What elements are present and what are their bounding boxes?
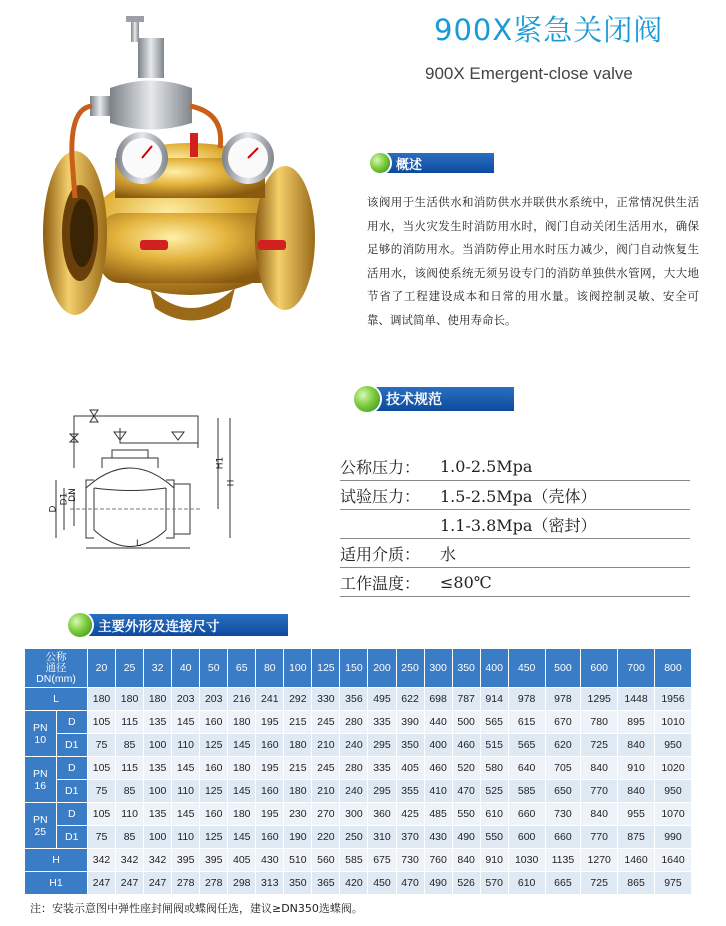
table-cell: 100 bbox=[144, 734, 172, 757]
table-cell: 698 bbox=[424, 688, 452, 711]
table-cell: 440 bbox=[424, 711, 452, 734]
header-dn: 40 bbox=[172, 649, 200, 688]
table-cell: 295 bbox=[368, 780, 396, 803]
table-cell: 180 bbox=[284, 780, 312, 803]
green-ball-icon bbox=[68, 613, 92, 637]
pressure-group-label: PN 25 bbox=[25, 803, 57, 849]
table-cell: 730 bbox=[545, 803, 581, 826]
table-cell: 247 bbox=[88, 872, 116, 895]
table-cell: 300 bbox=[340, 803, 368, 826]
table-cell: 580 bbox=[480, 757, 508, 780]
table-cell: 278 bbox=[172, 872, 200, 895]
table-cell: 180 bbox=[284, 734, 312, 757]
table-cell: 105 bbox=[88, 711, 116, 734]
header-dn: 500 bbox=[545, 649, 581, 688]
dim-label-d1: D1 bbox=[59, 492, 70, 506]
table-cell: 370 bbox=[396, 826, 424, 849]
table-row bbox=[25, 757, 692, 780]
table-cell: 247 bbox=[144, 872, 172, 895]
table-cell: 1020 bbox=[654, 757, 691, 780]
spec-row: 适用介质： 水 bbox=[340, 539, 690, 568]
table-row bbox=[25, 688, 692, 711]
table-cell: 560 bbox=[312, 849, 340, 872]
header-dn-label: 公称 通径 DN(mm) bbox=[25, 649, 88, 688]
table-cell: 585 bbox=[340, 849, 368, 872]
footnote: 注：安装示意图中弹性座封闸阀或蝶阀任选，建议≥DN350选蝶阀。 bbox=[30, 902, 363, 915]
table-cell: 360 bbox=[368, 803, 396, 826]
table-cell: 195 bbox=[256, 803, 284, 826]
table-cell: 730 bbox=[396, 849, 424, 872]
table-cell: 950 bbox=[654, 780, 691, 803]
row-sub-label: D1 bbox=[56, 826, 88, 849]
table-cell: 550 bbox=[452, 803, 480, 826]
table-cell: 705 bbox=[545, 757, 581, 780]
header-dn: 50 bbox=[200, 649, 228, 688]
dim-label-d: D bbox=[48, 505, 59, 513]
table-cell: 410 bbox=[424, 780, 452, 803]
table-cell: 280 bbox=[340, 757, 368, 780]
table-cell: 395 bbox=[172, 849, 200, 872]
table-header-row bbox=[25, 649, 692, 688]
table-cell: 525 bbox=[480, 780, 508, 803]
table-cell: 335 bbox=[368, 711, 396, 734]
spec-row: 工作温度： ≤80℃ bbox=[340, 568, 690, 597]
table-cell: 85 bbox=[116, 734, 144, 757]
header-dn: 20 bbox=[88, 649, 116, 688]
header-dn: 600 bbox=[581, 649, 618, 688]
table-cell: 160 bbox=[256, 826, 284, 849]
table-cell: 770 bbox=[581, 826, 618, 849]
table-cell: 395 bbox=[200, 849, 228, 872]
table-cell: 660 bbox=[545, 826, 581, 849]
overview-text: 该阀用于生活供水和消防供水并联供水系统中，正常情况供生活用水，当火灾发生时消防用水时，阀门自动关闭生活用水，确保足够的消防用水。当消防停止用水时压力减少，阀门自动恢复生活用水，该阀使系统无须另设专门的消防单独供水管网，大大地节省了工程建设成本和日常的用水量。该阀控制灵敏、安全可靠、调试简单、使用寿命长。 bbox=[367, 195, 699, 327]
table-cell: 350 bbox=[284, 872, 312, 895]
green-ball-icon bbox=[354, 386, 380, 412]
table-cell: 203 bbox=[172, 688, 200, 711]
table-cell: 135 bbox=[144, 757, 172, 780]
table-cell: 390 bbox=[396, 711, 424, 734]
table-cell: 110 bbox=[172, 826, 200, 849]
table-cell: 105 bbox=[88, 803, 116, 826]
overview-heading: 概述 bbox=[370, 152, 494, 174]
table-cell: 355 bbox=[396, 780, 424, 803]
table-row bbox=[25, 826, 692, 849]
table-cell: 840 bbox=[581, 803, 618, 826]
header-dn: 200 bbox=[368, 649, 396, 688]
table-cell: 180 bbox=[144, 688, 172, 711]
header-dn: 80 bbox=[256, 649, 284, 688]
table-cell: 840 bbox=[452, 849, 480, 872]
table-cell: 470 bbox=[396, 872, 424, 895]
header-dn: 400 bbox=[480, 649, 508, 688]
table-cell: 515 bbox=[480, 734, 508, 757]
table-cell: 670 bbox=[545, 711, 581, 734]
dimension-table bbox=[24, 648, 692, 895]
table-cell: 85 bbox=[116, 826, 144, 849]
dim-label-h1: H1 bbox=[215, 456, 226, 470]
installation-diagram bbox=[50, 388, 260, 558]
table-cell: 1010 bbox=[654, 711, 691, 734]
table-cell: 245 bbox=[312, 711, 340, 734]
table-cell: 180 bbox=[116, 688, 144, 711]
table-cell: 650 bbox=[545, 780, 581, 803]
table-cell: 780 bbox=[581, 711, 618, 734]
table-cell: 510 bbox=[284, 849, 312, 872]
header-dn: 450 bbox=[508, 649, 545, 688]
table-cell: 490 bbox=[452, 826, 480, 849]
table-cell: 725 bbox=[581, 872, 618, 895]
table-cell: 495 bbox=[368, 688, 396, 711]
table-cell: 640 bbox=[508, 757, 545, 780]
table-cell: 622 bbox=[396, 688, 424, 711]
table-cell: 180 bbox=[228, 711, 256, 734]
table-cell: 565 bbox=[480, 711, 508, 734]
table-cell: 470 bbox=[452, 780, 480, 803]
table-cell: 725 bbox=[581, 734, 618, 757]
table-cell: 247 bbox=[116, 872, 144, 895]
table-cell: 425 bbox=[396, 803, 424, 826]
header-dn: 300 bbox=[424, 649, 452, 688]
table-cell: 1460 bbox=[618, 849, 655, 872]
table-cell: 220 bbox=[312, 826, 340, 849]
table-cell: 990 bbox=[654, 826, 691, 849]
table-cell: 526 bbox=[452, 872, 480, 895]
table-cell: 910 bbox=[480, 849, 508, 872]
header-dn: 100 bbox=[284, 649, 312, 688]
table-cell: 135 bbox=[144, 711, 172, 734]
table-cell: 460 bbox=[452, 734, 480, 757]
table-cell: 278 bbox=[200, 872, 228, 895]
table-cell: 110 bbox=[116, 803, 144, 826]
table-cell: 910 bbox=[618, 757, 655, 780]
table-cell: 145 bbox=[172, 711, 200, 734]
spec-row: 1.1-3.8Mpa（密封） bbox=[340, 510, 690, 539]
table-cell: 145 bbox=[228, 734, 256, 757]
table-cell: 145 bbox=[172, 757, 200, 780]
table-cell: 840 bbox=[618, 780, 655, 803]
table-cell: 350 bbox=[396, 734, 424, 757]
table-cell: 330 bbox=[312, 688, 340, 711]
header-dn: 32 bbox=[144, 649, 172, 688]
dim-label-h: H bbox=[226, 479, 237, 487]
table-cell: 125 bbox=[200, 780, 228, 803]
table-cell: 787 bbox=[452, 688, 480, 711]
table-cell: 500 bbox=[452, 711, 480, 734]
table-cell: 978 bbox=[508, 688, 545, 711]
spec-row: 公称压力： 1.0-2.5Mpa bbox=[340, 452, 690, 481]
table-cell: 160 bbox=[200, 711, 228, 734]
table-cell: 195 bbox=[256, 757, 284, 780]
table-cell: 160 bbox=[200, 757, 228, 780]
table-cell: 875 bbox=[618, 826, 655, 849]
table-cell: 310 bbox=[368, 826, 396, 849]
table-cell: 105 bbox=[88, 757, 116, 780]
page-subtitle: 900X Emergent-close valve bbox=[425, 64, 633, 83]
table-cell: 405 bbox=[396, 757, 424, 780]
table-cell: 115 bbox=[116, 711, 144, 734]
table-cell: 100 bbox=[144, 780, 172, 803]
table-row bbox=[25, 849, 692, 872]
table-cell: 125 bbox=[200, 734, 228, 757]
table-cell: 110 bbox=[172, 734, 200, 757]
table-cell: 160 bbox=[256, 734, 284, 757]
table-cell: 430 bbox=[256, 849, 284, 872]
table-cell: 485 bbox=[424, 803, 452, 826]
table-cell: 75 bbox=[88, 734, 116, 757]
table-cell: 840 bbox=[581, 757, 618, 780]
table-cell: 342 bbox=[116, 849, 144, 872]
table-cell: 450 bbox=[368, 872, 396, 895]
table-cell: 245 bbox=[312, 757, 340, 780]
table-cell: 298 bbox=[228, 872, 256, 895]
pressure-group-label: PN 16 bbox=[25, 757, 57, 803]
table-cell: 1070 bbox=[654, 803, 691, 826]
dim-label-dn: DN bbox=[67, 488, 78, 502]
table-cell: 356 bbox=[340, 688, 368, 711]
table-cell: 914 bbox=[480, 688, 508, 711]
table-cell: 335 bbox=[368, 757, 396, 780]
table-heading: 主要外形及连接尺寸 bbox=[68, 614, 288, 636]
table-cell: 216 bbox=[228, 688, 256, 711]
table-cell: 230 bbox=[284, 803, 312, 826]
table-cell: 760 bbox=[424, 849, 452, 872]
table-cell: 75 bbox=[88, 780, 116, 803]
table-cell: 180 bbox=[228, 757, 256, 780]
row-label: H bbox=[25, 849, 88, 872]
header-dn: 350 bbox=[452, 649, 480, 688]
table-cell: 1448 bbox=[618, 688, 655, 711]
table-cell: 75 bbox=[88, 826, 116, 849]
row-sub-label: D bbox=[56, 803, 88, 826]
table-cell: 240 bbox=[340, 734, 368, 757]
green-ball-icon bbox=[370, 153, 390, 173]
dim-label-l: L bbox=[136, 539, 142, 549]
table-cell: 1956 bbox=[654, 688, 691, 711]
table-cell: 210 bbox=[312, 734, 340, 757]
table-cell: 565 bbox=[508, 734, 545, 757]
table-cell: 160 bbox=[256, 780, 284, 803]
table-cell: 520 bbox=[452, 757, 480, 780]
table-cell: 840 bbox=[618, 734, 655, 757]
table-row bbox=[25, 803, 692, 826]
table-cell: 280 bbox=[340, 711, 368, 734]
table-cell: 570 bbox=[480, 872, 508, 895]
table-cell: 895 bbox=[618, 711, 655, 734]
table-cell: 405 bbox=[228, 849, 256, 872]
table-cell: 585 bbox=[508, 780, 545, 803]
row-sub-label: D1 bbox=[56, 780, 88, 803]
table-cell: 865 bbox=[618, 872, 655, 895]
table-cell: 145 bbox=[228, 826, 256, 849]
table-cell: 620 bbox=[545, 734, 581, 757]
table-cell: 490 bbox=[424, 872, 452, 895]
table-cell: 342 bbox=[144, 849, 172, 872]
table-cell: 135 bbox=[144, 803, 172, 826]
row-sub-label: D bbox=[56, 711, 88, 734]
table-row bbox=[25, 711, 692, 734]
row-sub-label: D1 bbox=[56, 734, 88, 757]
table-cell: 125 bbox=[200, 826, 228, 849]
table-cell: 550 bbox=[480, 826, 508, 849]
table-cell: 100 bbox=[144, 826, 172, 849]
header-dn: 150 bbox=[340, 649, 368, 688]
table-cell: 215 bbox=[284, 711, 312, 734]
table-cell: 313 bbox=[256, 872, 284, 895]
table-cell: 240 bbox=[340, 780, 368, 803]
table-cell: 665 bbox=[545, 872, 581, 895]
table-cell: 203 bbox=[200, 688, 228, 711]
page-title: 900X紧急关闭阀 bbox=[434, 13, 664, 47]
table-cell: 610 bbox=[480, 803, 508, 826]
row-sub-label: D bbox=[56, 757, 88, 780]
specs-heading: 技术规范 bbox=[354, 388, 514, 410]
header-dn: 125 bbox=[312, 649, 340, 688]
spec-row: 试验压力： 1.5-2.5Mpa（壳体） bbox=[340, 481, 690, 510]
table-cell: 145 bbox=[228, 780, 256, 803]
table-cell: 978 bbox=[545, 688, 581, 711]
table-cell: 975 bbox=[654, 872, 691, 895]
table-cell: 675 bbox=[368, 849, 396, 872]
table-cell: 365 bbox=[312, 872, 340, 895]
table-cell: 1030 bbox=[508, 849, 545, 872]
table-cell: 180 bbox=[88, 688, 116, 711]
table-cell: 215 bbox=[284, 757, 312, 780]
table-row bbox=[25, 780, 692, 803]
header-dn: 65 bbox=[228, 649, 256, 688]
table-cell: 770 bbox=[581, 780, 618, 803]
table-cell: 292 bbox=[284, 688, 312, 711]
table-row bbox=[25, 734, 692, 757]
table-cell: 955 bbox=[618, 803, 655, 826]
header-dn: 700 bbox=[618, 649, 655, 688]
table-cell: 1295 bbox=[581, 688, 618, 711]
header-dn: 25 bbox=[116, 649, 144, 688]
table-cell: 600 bbox=[508, 826, 545, 849]
table-cell: 180 bbox=[228, 803, 256, 826]
table-cell: 270 bbox=[312, 803, 340, 826]
header-dn: 800 bbox=[654, 649, 691, 688]
table-cell: 342 bbox=[88, 849, 116, 872]
valve-photo bbox=[30, 8, 335, 330]
table-cell: 210 bbox=[312, 780, 340, 803]
table-cell: 195 bbox=[256, 711, 284, 734]
table-cell: 1135 bbox=[545, 849, 581, 872]
row-label: L bbox=[25, 688, 88, 711]
header-dn: 250 bbox=[396, 649, 424, 688]
row-label: H1 bbox=[25, 872, 88, 895]
table-cell: 115 bbox=[116, 757, 144, 780]
table-cell: 241 bbox=[256, 688, 284, 711]
table-cell: 430 bbox=[424, 826, 452, 849]
pressure-group-label: PN 10 bbox=[25, 711, 57, 757]
table-row bbox=[25, 872, 692, 895]
table-cell: 145 bbox=[172, 803, 200, 826]
table-cell: 1270 bbox=[581, 849, 618, 872]
table-cell: 160 bbox=[200, 803, 228, 826]
table-cell: 295 bbox=[368, 734, 396, 757]
table-cell: 1640 bbox=[654, 849, 691, 872]
table-cell: 190 bbox=[284, 826, 312, 849]
table-cell: 660 bbox=[508, 803, 545, 826]
table-cell: 610 bbox=[508, 872, 545, 895]
table-cell: 615 bbox=[508, 711, 545, 734]
table-cell: 420 bbox=[340, 872, 368, 895]
table-cell: 950 bbox=[654, 734, 691, 757]
table-cell: 460 bbox=[424, 757, 452, 780]
table-cell: 85 bbox=[116, 780, 144, 803]
spec-list bbox=[340, 452, 690, 597]
table-cell: 400 bbox=[424, 734, 452, 757]
table-cell: 110 bbox=[172, 780, 200, 803]
table-cell: 250 bbox=[340, 826, 368, 849]
